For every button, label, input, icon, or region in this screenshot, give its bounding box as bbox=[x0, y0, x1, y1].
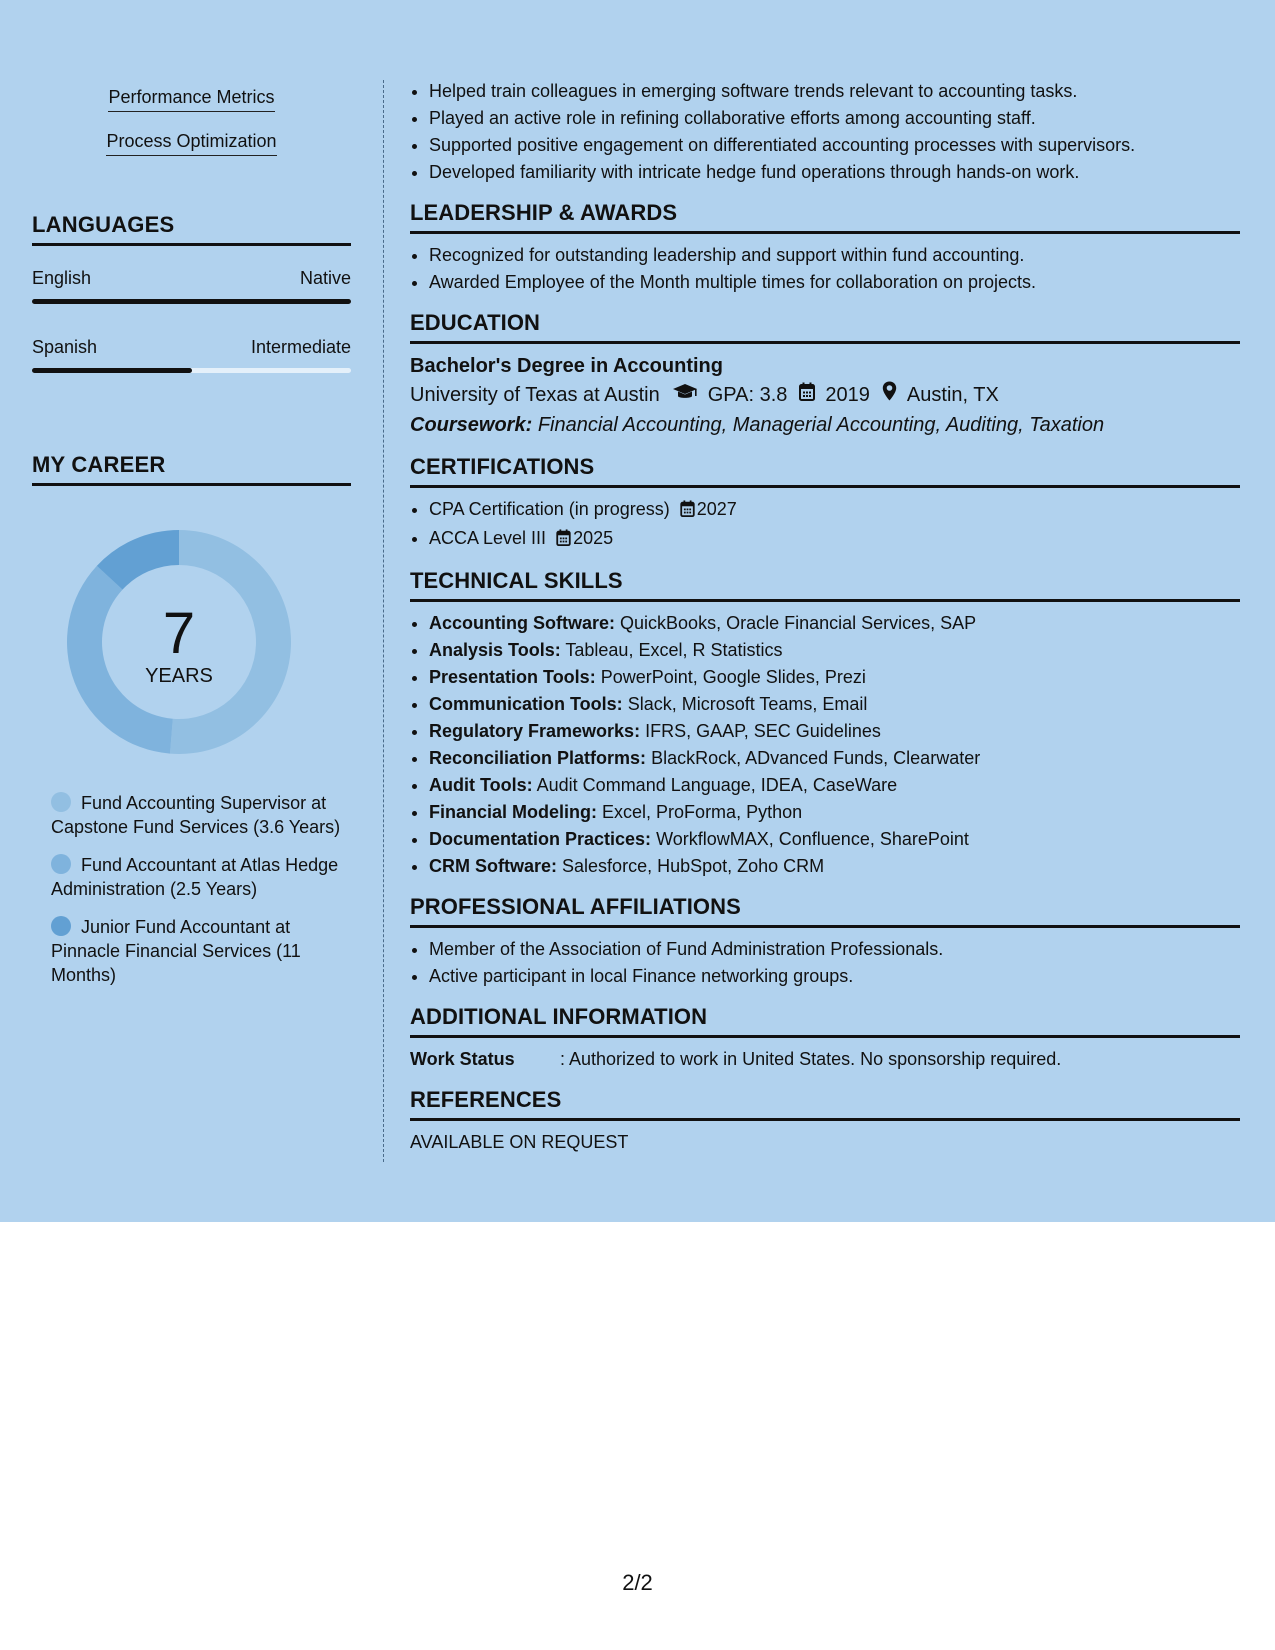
career-donut-chart bbox=[66, 529, 292, 755]
education-meta bbox=[410, 380, 1240, 410]
list-item: • Awarded Employee of the Month multiple times for collaboration on projects. bbox=[429, 269, 1240, 296]
skill-label: CRM Software: bbox=[429, 856, 558, 876]
career-legend-label: Junior Fund Accountant at Pinnacle Financial Services (11 Months) bbox=[51, 917, 301, 985]
education-coursework bbox=[410, 410, 1240, 440]
skill-label: Communication Tools: bbox=[429, 694, 623, 714]
career-legend-label: Fund Accounting Supervisor at Capstone Fund Services (3.6 Years) bbox=[51, 793, 341, 837]
career-legend-item bbox=[51, 853, 351, 901]
list-item bbox=[429, 718, 1240, 745]
affiliations-list bbox=[410, 936, 1240, 990]
technical-skills-heading: TECHNICAL SKILLS bbox=[410, 568, 1240, 602]
skill-label: Documentation Practices: bbox=[429, 829, 652, 849]
skill-value: BlackRock, ADvanced Funds, Clearwater bbox=[651, 748, 981, 768]
coursework-list: Financial Accounting, Managerial Accounting, Auditing, Taxation bbox=[537, 414, 1105, 436]
work-status-label: Work Status bbox=[410, 1049, 515, 1069]
career-legend-item bbox=[51, 915, 351, 987]
certification-year: 2027 bbox=[696, 499, 737, 519]
list-item bbox=[429, 691, 1240, 718]
references-text: AVAILABLE ON REQUEST bbox=[410, 1132, 629, 1152]
career-heading: MY CAREER bbox=[32, 452, 351, 486]
list-item bbox=[429, 799, 1240, 826]
column-divider bbox=[383, 80, 384, 1162]
list-item bbox=[429, 496, 1240, 525]
legend-dot bbox=[51, 792, 71, 812]
skill-value: Excel, ProForma, Python bbox=[602, 802, 803, 822]
certifications-heading: CERTIFICATIONS bbox=[410, 454, 1240, 488]
language-proficiency-bar bbox=[32, 299, 351, 304]
experience-bullets bbox=[410, 78, 1240, 186]
skill-label: Audit Tools: bbox=[429, 775, 533, 795]
education-school: University of Texas at Austin bbox=[410, 384, 660, 406]
list-item: • Helped train colleagues in emerging software trends relevant to accounting tasks. bbox=[429, 78, 1240, 105]
skill-tag: Process Optimization bbox=[106, 130, 276, 156]
skill-label: Analysis Tools: bbox=[429, 640, 561, 660]
affiliations-heading: PROFESSIONAL AFFILIATIONS bbox=[410, 894, 1240, 928]
work-status bbox=[410, 1046, 1240, 1073]
career-legend bbox=[51, 791, 351, 1001]
skill-value: Audit Command Language, IDEA, CaseWare bbox=[536, 775, 898, 795]
skill-value: Tableau, Excel, R Statistics bbox=[565, 640, 783, 660]
list-item: • Member of the Association of Fund Administration Professionals. bbox=[429, 936, 1240, 963]
career-total-unit: YEARS bbox=[145, 665, 213, 687]
technical-skills-list bbox=[410, 610, 1240, 880]
language-proficiency-fill bbox=[32, 299, 351, 304]
list-item: • Developed familiarity with intricate hedge fund operations through hands-on work. bbox=[429, 159, 1240, 186]
list-item bbox=[429, 772, 1240, 799]
leadership-heading: LEADERSHIP & AWARDS bbox=[410, 200, 1240, 234]
skill-label: Regulatory Frameworks: bbox=[429, 721, 641, 741]
education-year: 2019 bbox=[825, 384, 870, 406]
leadership-list bbox=[410, 242, 1240, 296]
map-pin-icon bbox=[882, 380, 897, 410]
education-heading: EDUCATION bbox=[410, 310, 1240, 344]
legend-dot bbox=[51, 916, 71, 936]
list-item: • Played an active role in refining collaborative efforts among accounting staff. bbox=[429, 105, 1240, 132]
certification-year: 2025 bbox=[573, 528, 614, 548]
calendar-icon bbox=[680, 498, 695, 525]
skill-value: Salesforce, HubSpot, Zoho CRM bbox=[562, 856, 825, 876]
list-item bbox=[429, 826, 1240, 853]
education-degree: Bachelor's Degree in Accounting bbox=[410, 355, 723, 377]
skill-value: QuickBooks, Oracle Financial Services, SAP bbox=[620, 613, 977, 633]
career-total-number: 7 bbox=[162, 601, 196, 666]
skill-label: Presentation Tools: bbox=[429, 667, 596, 687]
right-column bbox=[410, 78, 1240, 1156]
additional-info-heading: ADDITIONAL INFORMATION bbox=[410, 1004, 1240, 1038]
skill-value: IFRS, GAAP, SEC Guidelines bbox=[645, 721, 881, 741]
career-legend-label: Fund Accountant at Atlas Hedge Administration (2.5 Years) bbox=[51, 855, 339, 899]
list-item: • Active participant in local Finance networking groups. bbox=[429, 963, 1240, 990]
list-item bbox=[429, 610, 1240, 637]
list-item bbox=[429, 525, 1240, 554]
legend-dot bbox=[51, 854, 71, 874]
graduation-cap-icon bbox=[672, 380, 698, 410]
list-item bbox=[429, 664, 1240, 691]
skill-label: Financial Modeling: bbox=[429, 802, 598, 822]
language-proficiency-bar bbox=[32, 368, 351, 373]
list-item bbox=[429, 745, 1240, 772]
list-item bbox=[429, 853, 1240, 880]
certification-name: ACCA Level III bbox=[429, 528, 547, 548]
certification-name: CPA Certification (in progress) bbox=[429, 499, 670, 519]
language-level: Intermediate bbox=[250, 337, 351, 357]
career-legend-item bbox=[51, 791, 351, 839]
skill-tag: Performance Metrics bbox=[108, 86, 274, 112]
skill-value: PowerPoint, Google Slides, Prezi bbox=[600, 667, 866, 687]
language-row bbox=[32, 268, 351, 289]
skill-value: WorkflowMAX, Confluence, SharePoint bbox=[656, 829, 969, 849]
calendar-icon bbox=[556, 527, 571, 554]
skill-label: Accounting Software: bbox=[429, 613, 616, 633]
list-item: • Supported positive engagement on differentiated accounting processes with supervisors. bbox=[429, 132, 1240, 159]
skill-value: Slack, Microsoft Teams, Email bbox=[627, 694, 868, 714]
language-proficiency-fill bbox=[32, 368, 192, 373]
list-item: • Recognized for outstanding leadership and support within fund accounting. bbox=[429, 242, 1240, 269]
language-name: Spanish bbox=[32, 337, 98, 357]
page-number: 2/2 bbox=[622, 1570, 653, 1595]
references-heading: REFERENCES bbox=[410, 1087, 1240, 1121]
languages-heading: LANGUAGES bbox=[32, 212, 351, 246]
certifications-list bbox=[410, 496, 1240, 554]
list-item bbox=[429, 637, 1240, 664]
language-level: Native bbox=[299, 268, 351, 288]
language-name: English bbox=[32, 268, 92, 288]
education-location: Austin, TX bbox=[906, 384, 999, 406]
work-status-value: : Authorized to work in United States. No sponsorship required. bbox=[560, 1049, 1062, 1069]
skill-tags bbox=[32, 86, 351, 156]
education-gpa: GPA: 3.8 bbox=[707, 384, 788, 406]
coursework-label: Coursework: bbox=[410, 414, 533, 436]
skill-label: Reconciliation Platforms: bbox=[429, 748, 647, 768]
language-row bbox=[32, 337, 351, 358]
calendar-icon bbox=[799, 380, 815, 410]
